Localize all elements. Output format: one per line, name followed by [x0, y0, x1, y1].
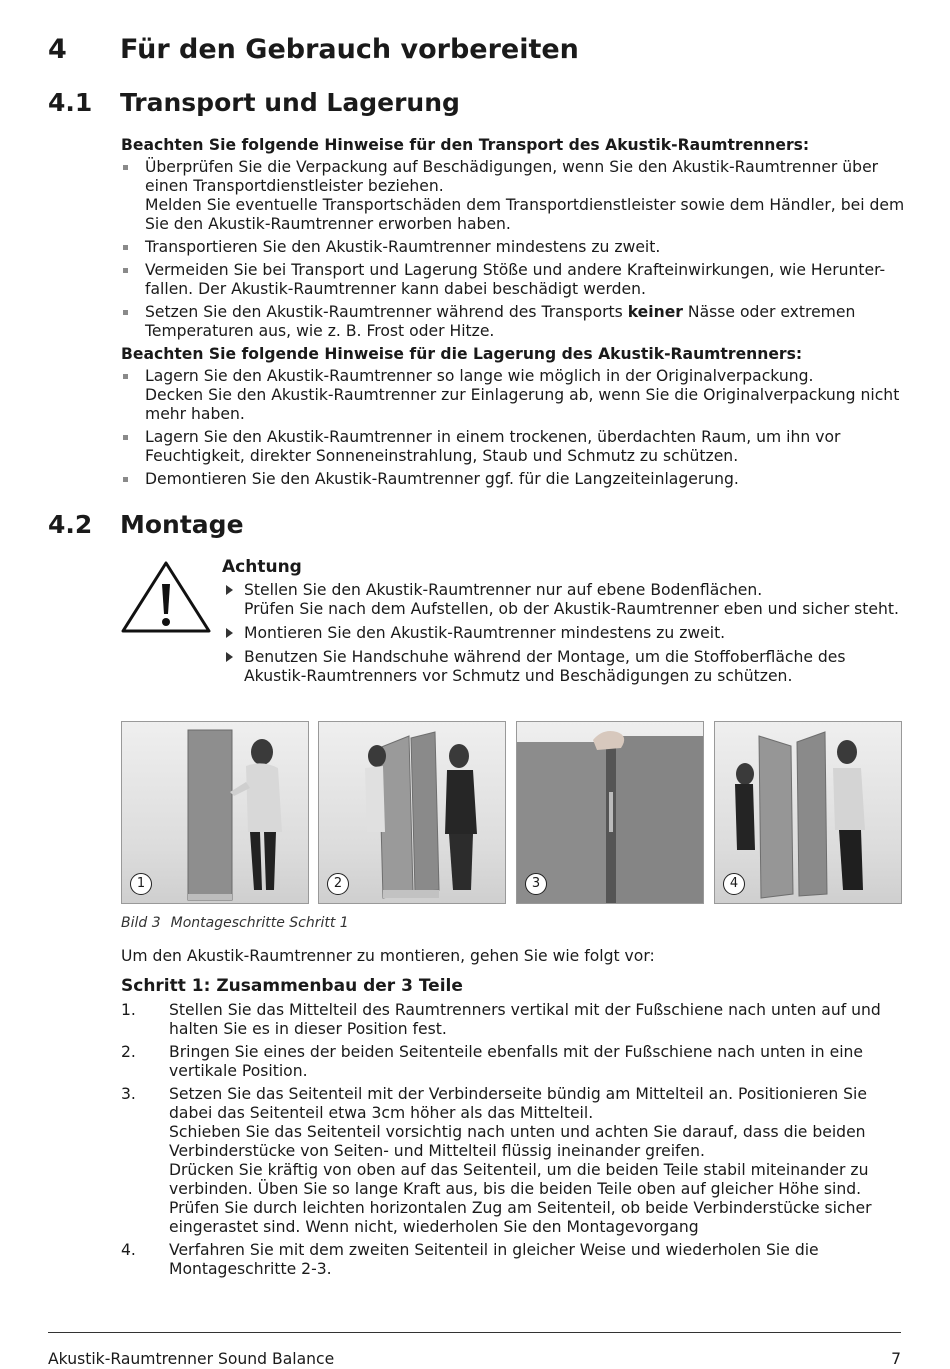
step-number: 1. [121, 1001, 136, 1019]
footer-product-name: Akustik-Raumtrenner Sound Balance [48, 1350, 335, 1368]
square-bullet-icon [123, 435, 128, 440]
list-item: Vermeiden Sie bei Transport und Lagerung Stöße und andere Krafteinwirkungen, wie Herunter-fallen. Der Akustik-Raumtrenner kann dabei beschädigt werden. [121, 261, 906, 299]
figure-caption [121, 915, 349, 931]
warning-list [222, 581, 902, 686]
triangle-bullet-icon [226, 628, 233, 638]
warning-box [222, 558, 902, 691]
square-bullet-icon [123, 477, 128, 482]
section-heading-4-1 [48, 88, 898, 120]
storage-list [121, 367, 906, 489]
step-number-badge: 4 [723, 873, 745, 895]
step-title: Schritt 1: Zusammenbau der 3 Teile [121, 976, 463, 996]
step-number: 2. [121, 1043, 136, 1061]
list-item: Benutzen Sie Handschuhe während der Montage, um die Stoffoberfläche des Akustik-Raumtrenners vor Schmutz und Beschädigungen zu schützen. [222, 648, 902, 686]
step-item: 1. Stellen Sie das Mittelteil des Raumtrenners vertikal mit der Fußschiene nach unten auf und halten Sie es in dieser Position fest. [121, 1001, 881, 1038]
section-number: 4.2 [48, 510, 93, 539]
list-item: Lagern Sie den Akustik-Raumtrenner so lange wie möglich in der Originalverpackung. Decken Sie den Akustik-Raumtrenner zur Einlagerung ab, wenn Sie die Originalverpackung nicht mehr haben. [121, 367, 906, 424]
chapter-number: 4 [48, 34, 67, 65]
square-bullet-icon [123, 165, 128, 170]
triangle-bullet-icon [226, 585, 233, 595]
warning-title: Achtung [222, 557, 302, 577]
assembly-photo [516, 721, 704, 904]
step-number-badge: 2 [327, 873, 349, 895]
step-number-badge: 1 [130, 873, 152, 895]
list-item: Stellen Sie den Akustik-Raumtrenner nur auf ebene Bodenflächen. Prüfen Sie nach dem Aufstellen, ob der Akustik-Raumtrenner eben und sicher steht. [222, 581, 902, 619]
step-number: 4. [121, 1241, 136, 1259]
square-bullet-icon [123, 245, 128, 250]
square-bullet-icon [123, 310, 128, 315]
section-heading-4-2 [48, 510, 898, 542]
list-item: Transportieren Sie den Akustik-Raumtrenner mindestens zu zweit. [121, 238, 906, 257]
assembly-photo [318, 721, 506, 904]
warning-triangle-icon [120, 560, 212, 634]
transport-list [121, 158, 906, 341]
section-title: Transport und Lagerung [120, 88, 460, 117]
figure-caption-text: Montageschritte Schritt 1 [170, 915, 349, 931]
square-bullet-icon [123, 374, 128, 379]
triangle-bullet-icon [226, 652, 233, 662]
page-number: 7 [891, 1350, 901, 1368]
list-item: Überprüfen Sie die Verpackung auf Beschädigungen, wenn Sie den Akustik-Raumtrenner über einen Transportdienstleister beziehen. Melden Sie eventuelle Transportschäden dem Transportdienstleister sowie dem Händler, bei dem Sie den Akustik-Raumtrenner erworben haben. [121, 158, 906, 234]
transport-lead: Beachten Sie folgende Hinweise für den Transport des Akustik-Raumtrenners: [121, 136, 810, 154]
step-number: 3. [121, 1085, 136, 1103]
section-number: 4.1 [48, 88, 93, 117]
assembly-intro: Um den Akustik-Raumtrenner zu montieren, gehen Sie wie folgt vor: [121, 947, 655, 965]
step-item: 4. Verfahren Sie mit dem zweiten Seitenteil in gleicher Weise und wiederholen Sie die Montageschritte 2-3. [121, 1241, 819, 1278]
section-title: Montage [120, 510, 244, 539]
assembly-photo [121, 721, 309, 904]
transport-instructions [121, 136, 906, 493]
list-item: Montieren Sie den Akustik-Raumtrenner mindestens zu zweit. [222, 624, 902, 643]
chapter-title: Für den Gebrauch vorbereiten [120, 34, 579, 65]
assembly-steps [121, 1001, 901, 1283]
list-item: Demontieren Sie den Akustik-Raumtrenner ggf. für die Langzeiteinlagerung. [121, 470, 906, 489]
footer-divider [48, 1332, 901, 1333]
assembly-photos [121, 721, 902, 904]
list-item: Lagern Sie den Akustik-Raumtrenner in einem trockenen, überdachten Raum, um ihn vor Feuchtigkeit, direkter Sonneneinstrahlung, Staub und Schmutz zu schützen. [121, 428, 906, 466]
square-bullet-icon [123, 268, 128, 273]
step-item: 3. Setzen Sie das Seitenteil mit der Verbinderseite bündig am Mittelteil an. Positionieren Sie dabei das Seitenteil etwa 3cm höher als das Mittelteil. Schieben Sie das Seitenteil vorsichtig nach unten und achten Sie darauf, dass die beiden Verbinderstücke von Seiten- und Mittelteil flüssig ineinander greifen. Drücken Sie kräftig von oben auf das Seitenteil, um die beiden Teile stabil miteinander zu verbinden. Üben Sie so lange Kraft aus, bis die beiden Teile oben auf gleicher Höhe sind. Prüfen Sie durch leichten horizontalen Zug am Seitenteil, ob beide Verbinderstücke sicher eingerastet sind. Wenn nicht, wiederholen Sie den Montagevorgang [121, 1085, 872, 1236]
storage-lead: Beachten Sie folgende Hinweise für die Lagerung des Akustik-Raumtrenners: [121, 345, 803, 363]
step-number-badge: 3 [525, 873, 547, 895]
step-item: 2. Bringen Sie eines der beiden Seitenteile ebenfalls mit der Fußschiene nach unten in eine vertikale Position. [121, 1043, 863, 1080]
assembly-photo [714, 721, 902, 904]
figure-label: Bild 3 [121, 915, 161, 931]
list-item: Setzen Sie den Akustik-Raumtrenner während des Transports keiner Nässe oder extremen Temperaturen aus, wie z. B. Frost oder Hitze. [121, 303, 906, 341]
